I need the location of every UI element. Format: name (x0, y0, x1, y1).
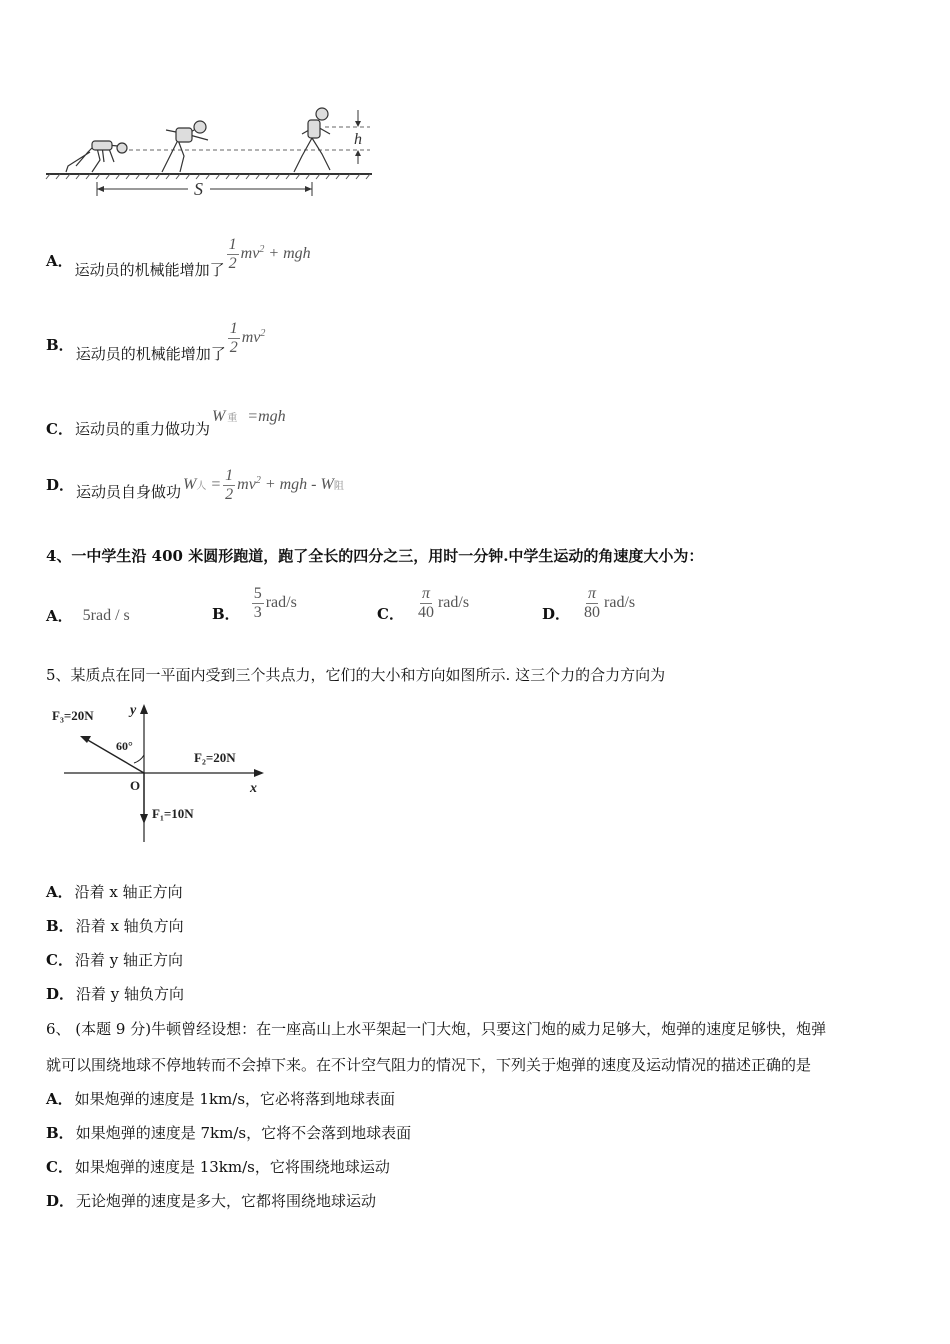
f1-label: F₁=10N (152, 806, 194, 821)
runner-rising (162, 121, 208, 172)
q6-option-a: A． 如果炮弹的速度是 1km/s，它必将落到地球表面 (46, 1090, 396, 1108)
q6-option-c: C． 如果炮弹的速度是 13km/s，它将围绕地球运动 (46, 1158, 390, 1176)
force-diagram (44, 700, 274, 850)
runner-upright (294, 108, 330, 172)
distance-label: S (194, 179, 203, 199)
option-fraction: $\frac{\pi}{80}$ (584, 584, 601, 621)
runner-crouched (66, 141, 127, 172)
option-formula: $\frac{1}{2}$ $mv^2$ (229, 319, 266, 356)
q5-stem: 5、某质点在同一平面内受到三个共点力，它们的大小和方向如图所示. 这三个力的合力方向为 (46, 666, 666, 684)
option-unit: rad/s (437, 594, 470, 611)
q4-option-c (377, 578, 469, 628)
option-fraction: $\frac{5}{3}$ (253, 584, 262, 621)
f2-label: F₂=20N (194, 750, 236, 765)
q4-option-b (212, 578, 297, 628)
q6-stem-line2: 就可以围绕地球不停地转而不会掉下来。在不计空气阻力的情况下，下列关于炮弹的速度及运动情况的描述正确的是 (46, 1056, 812, 1074)
q3-option-a (46, 236, 311, 286)
height-label: h (354, 131, 362, 148)
option-text: 运动员的机械能增加了 (74, 261, 225, 279)
q6-option-d: D． 无论炮弹的速度是多大，它都将围绕地球运动 (46, 1192, 377, 1210)
option-label: C． (46, 420, 73, 438)
q4-stem: 4、一中学生沿 400 米圆形跑道，跑了全长的四分之三，用时一分钟.中学生运动的角速度大小为： (46, 547, 704, 565)
option-label: B． (212, 605, 240, 623)
option-text: 运动员的重力做功为 (74, 420, 210, 438)
q5-option-d: D． 沿着 y 轴负方向 (46, 985, 185, 1003)
q5-option-c: C． 沿着 y 轴正方向 (46, 951, 183, 969)
q4-option-a (46, 580, 130, 630)
x-axis-label: x (250, 781, 257, 796)
y-axis-label: y (130, 703, 137, 718)
option-fraction: $\frac{\pi}{40}$ (417, 584, 434, 621)
origin-label: O (130, 778, 141, 793)
f3-label: F₃=20N (52, 708, 94, 723)
q6-stem-line1: 6、 (本题 9 分)牛顿曾经设想：在一座高山上水平架起一门大炮，只要这门炮的威力足够大，炮弹的速度足够快，炮弹 (46, 1020, 827, 1038)
option-label: C． (377, 605, 404, 623)
option-label: D． (542, 605, 571, 623)
option-label: A． (46, 607, 73, 625)
q6-option-b: B． 如果炮弹的速度是 7km/s，它将不会落到地球表面 (46, 1124, 412, 1142)
q5-option-a: A． 沿着 x 轴正方向 (46, 883, 183, 901)
option-text: 运动员自身做功 (76, 483, 182, 501)
option-formula: W重 =mgh (211, 408, 286, 425)
option-unit: rad/s (265, 594, 297, 611)
option-value: 5rad / s (82, 607, 130, 624)
angle-label: 60° (116, 739, 133, 753)
option-label: D． (46, 476, 75, 494)
q5-option-b: B． 沿着 x 轴负方向 (46, 917, 184, 935)
q3-option-b (46, 320, 265, 370)
option-label: A． (46, 252, 73, 270)
option-unit: rad/s (604, 594, 636, 611)
q3-option-d (46, 460, 344, 510)
runner-figure (40, 100, 380, 205)
q3-option-c (46, 404, 286, 440)
option-formula: $\frac{1}{2}$ $mv^2$ + mgh (228, 235, 311, 272)
q4-option-d (542, 578, 635, 628)
option-label: B． (46, 336, 74, 354)
option-formula: W人 = $\frac{1}{2}$ $mv^2$ + mgh - W阻 (183, 466, 344, 503)
option-text: 运动员的机械能增加了 (75, 345, 226, 363)
